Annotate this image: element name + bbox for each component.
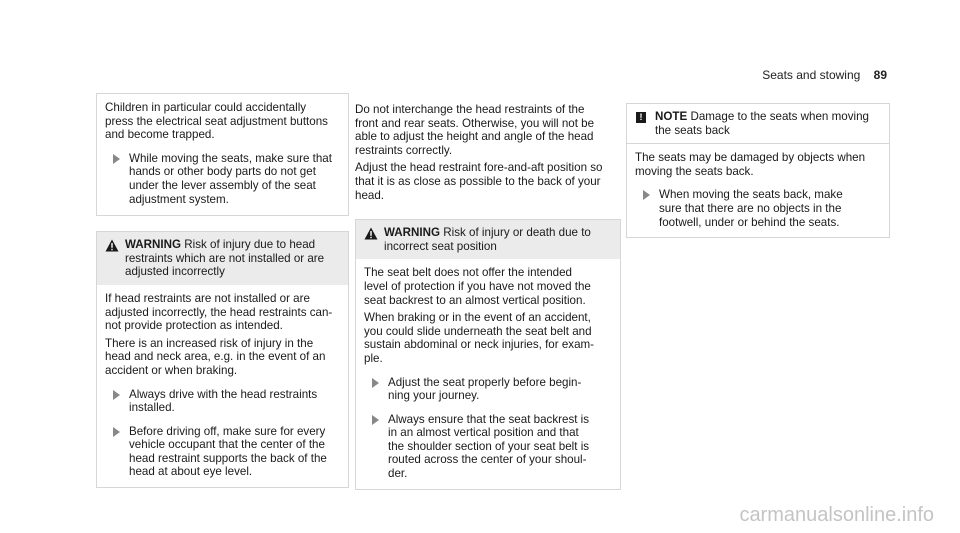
note-label: NOTE bbox=[655, 110, 688, 123]
warning-paragraph: The seat belt does not offer the intended level of protection if you have not moved the seat backrest to an almost vertical position. bbox=[364, 266, 591, 307]
column-1 bbox=[96, 93, 349, 488]
step-arrow-icon bbox=[113, 427, 120, 437]
child-safety-box bbox=[96, 93, 349, 216]
section-title: Seats and stowing bbox=[762, 68, 861, 82]
instruction-step: Always ensure that the seat backrest is in an almost vertical position and that the shoulder section of your seat belt is routed across the center of your shoul- der. bbox=[364, 413, 612, 481]
warning-label: WARNING bbox=[125, 238, 182, 252]
warning-paragraph: If head restraints are not installed or are adjusted incorrectly, the head restraints can- not provide protection as intended. bbox=[105, 291, 333, 333]
body-paragraph: Do not interchange the head restraints of the front and rear seats. Otherwise, you will not be able to adjust the height and angle of the head restraints correctly. bbox=[355, 103, 595, 157]
note-body bbox=[627, 144, 889, 237]
note-header: ! NOTE Damage to the seats when moving the seats back bbox=[627, 104, 889, 144]
warning-body bbox=[356, 259, 620, 488]
warning-header: WARNING Risk of injury or death due to incorrect seat position bbox=[356, 220, 620, 259]
instruction-step: Always drive with the head restraints installed. bbox=[105, 388, 340, 415]
step-arrow-icon bbox=[372, 415, 379, 425]
instruction-step: When moving the seats back, make sure that there are no objects in the footwell, under or behind the seats. bbox=[635, 188, 881, 229]
page-number: 89 bbox=[873, 68, 887, 82]
column-3 bbox=[626, 103, 890, 238]
note-box bbox=[626, 103, 890, 238]
note-paragraph: The seats may be damaged by objects when moving the seats back. bbox=[635, 151, 866, 178]
warning-paragraph: There is an increased risk of injury in the head and neck area, e.g. in the event of an accident or when braking. bbox=[105, 336, 326, 377]
warning-body bbox=[97, 285, 348, 487]
step-arrow-icon bbox=[113, 154, 120, 164]
head-restraint-warning-box bbox=[96, 231, 349, 488]
page-header bbox=[762, 69, 887, 83]
exclamation-icon: ! bbox=[636, 112, 646, 123]
watermark: carmanualsonline.info bbox=[739, 504, 934, 526]
column-2 bbox=[355, 103, 621, 490]
seat-position-warning-box bbox=[355, 219, 621, 490]
body-paragraph: Adjust the head restraint fore-and-aft position so that it is as close as possible to the back of your head. bbox=[355, 161, 603, 202]
instruction-step: While moving the seats, make sure that hands or other body parts do not get under the lever assembly of the seat adjustment system. bbox=[105, 152, 340, 206]
warning-label: WARNING bbox=[384, 226, 441, 240]
warning-paragraph: When braking or in the event of an accident, you could slide underneath the seat belt and sustain abdominal or neck injuries, for exam- ple. bbox=[364, 311, 595, 365]
warning-header: WARNING Risk of injury due to head restraints which are not installed or are adjusted incorrectly bbox=[97, 232, 348, 285]
instruction-step: Before driving off, make sure for every vehicle occupant that the center of the head restraint supports the back of the head at about eye level. bbox=[105, 425, 340, 479]
warning-triangle-icon bbox=[364, 227, 378, 240]
step-arrow-icon bbox=[643, 190, 650, 200]
step-arrow-icon bbox=[113, 390, 120, 400]
warning-triangle-icon bbox=[105, 239, 119, 252]
instruction-step: Adjust the seat properly before begin- ning your journey. bbox=[364, 376, 612, 403]
child-safety-intro: Children in particular could accidentally press the electrical seat adjustment buttons and become trapped. bbox=[105, 101, 328, 142]
step-arrow-icon bbox=[372, 378, 379, 388]
